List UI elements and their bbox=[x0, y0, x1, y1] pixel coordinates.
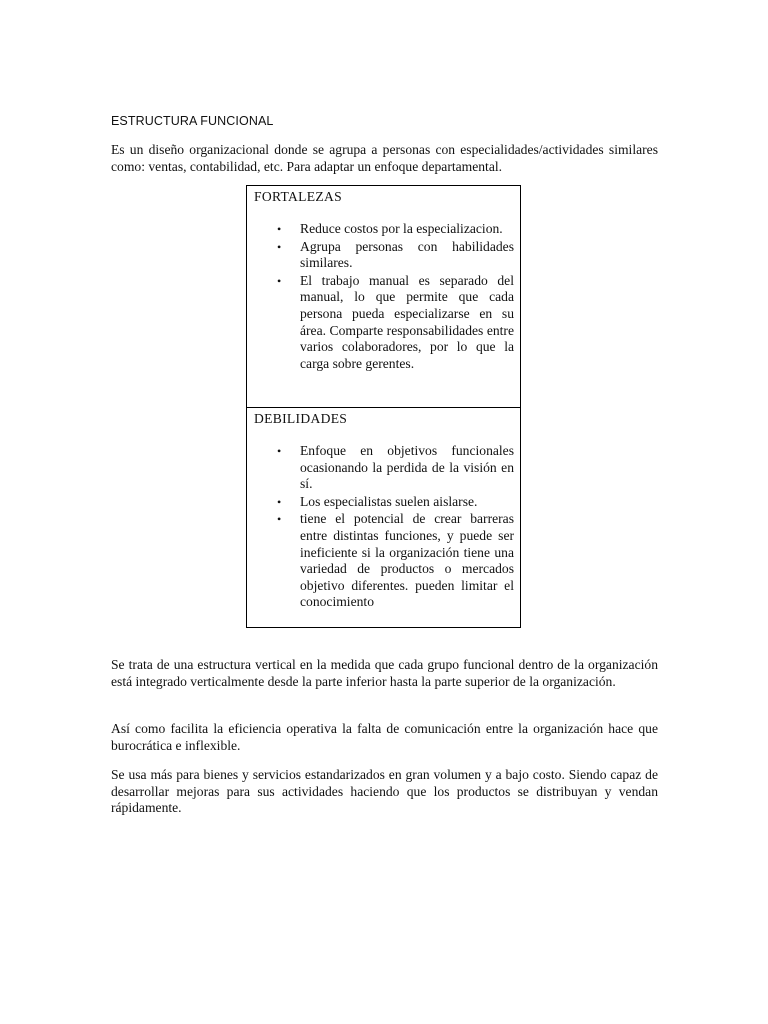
strengths-weaknesses-table bbox=[246, 185, 521, 628]
list-item-text: Los especialistas suelen aislarse. bbox=[300, 493, 478, 509]
bullet-icon: • bbox=[277, 239, 282, 254]
list-item bbox=[247, 511, 514, 611]
list-item bbox=[247, 239, 514, 272]
list-item bbox=[247, 221, 514, 238]
bullet-icon: • bbox=[277, 444, 282, 458]
body-paragraph: Se usa más para bienes y servicios estandarizados en gran volumen y a bajo costo. Siendo capaz de desarrollar mejoras para sus actividades haciendo que los productos se distribuyan y vendan rápidamente. bbox=[111, 767, 658, 815]
list-item bbox=[247, 494, 514, 511]
bullet-icon: • bbox=[277, 512, 282, 527]
page-title: ESTRUCTURA FUNCIONAL bbox=[111, 114, 274, 128]
weaknesses-list bbox=[247, 443, 514, 612]
strengths-title: FORTALEZAS bbox=[254, 189, 342, 204]
strengths-cell bbox=[247, 186, 520, 408]
list-item bbox=[247, 273, 514, 373]
body-paragraph: Se trata de una estructura vertical en la medida que cada grupo funcional dentro de la organización está integrado verticalmente desde la parte inferior hasta la parte superior de la organización. bbox=[111, 657, 658, 689]
list-item-text: tiene el potencial de crear barreras entre distintas funciones, y puede ser ineficiente si la organización tiene una variedad de productos o mercados objetivo diferentes. pueden limitar el conocimiento bbox=[300, 511, 514, 610]
body-paragraph: Así como facilita la eficiencia operativa la falta de comunicación entre la organización hace que burocrática e inflexible. bbox=[111, 721, 658, 753]
strengths-list bbox=[247, 221, 514, 373]
list-item-text: Enfoque en objetivos funcionales ocasionando la perdida de la visión en sí. bbox=[300, 443, 514, 492]
intro-paragraph: Es un diseño organizacional donde se agrupa a personas con especialidades/actividades similares como: ventas, contabilidad, etc. Para adaptar un enfoque departamental. bbox=[111, 142, 658, 174]
list-item bbox=[247, 443, 514, 493]
list-item-text: Reduce costos por la especializacion. bbox=[300, 221, 503, 236]
weaknesses-cell bbox=[247, 408, 520, 627]
bullet-icon: • bbox=[277, 273, 282, 288]
weaknesses-title: DEBILIDADES bbox=[254, 411, 348, 426]
bullet-icon: • bbox=[277, 222, 282, 236]
bullet-icon: • bbox=[277, 494, 282, 509]
list-item-text: Agrupa personas con habilidades similares. bbox=[300, 238, 514, 271]
list-item-text: El trabajo manual es separado del manual, lo que permite que cada persona pueda especializarse en su área. Comparte responsabilidades entre varios colaboradores, por lo que la carga sobre gerentes. bbox=[300, 272, 514, 371]
